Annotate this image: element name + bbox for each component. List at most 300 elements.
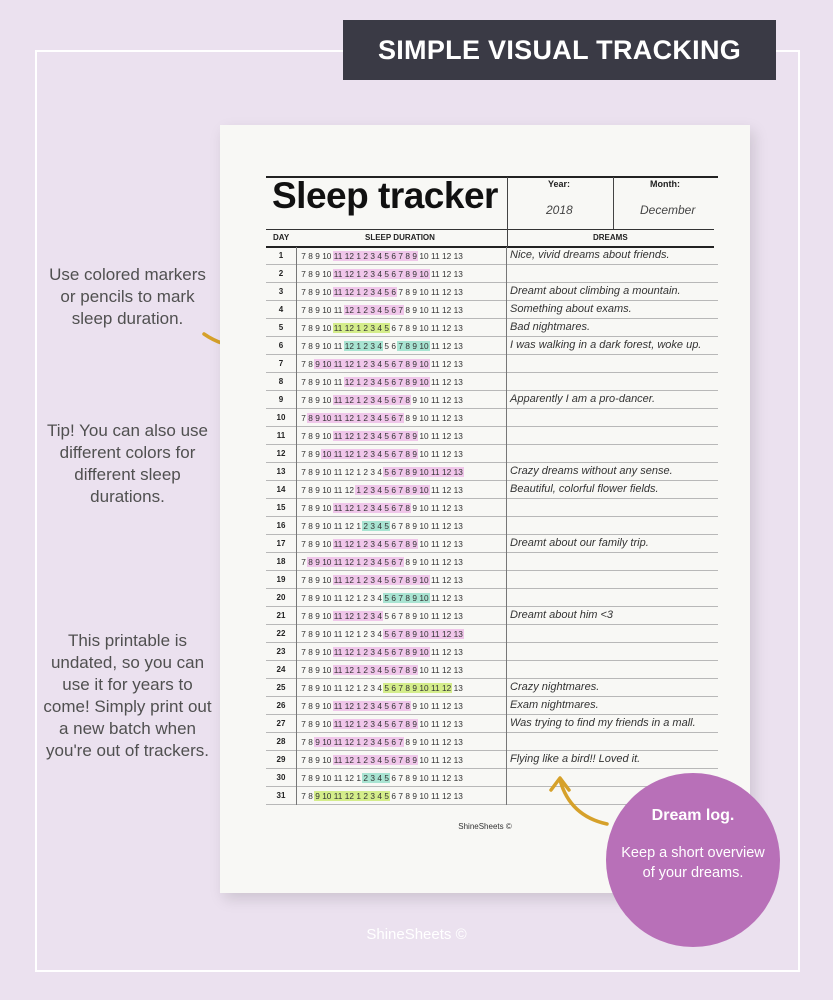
hour-cell[interactable]: 12 xyxy=(442,539,452,549)
hour-cell[interactable]: 12 xyxy=(344,503,355,513)
hour-cell[interactable]: 11 xyxy=(431,377,440,387)
hour-cell[interactable]: 10 xyxy=(419,521,429,531)
hour-cell[interactable]: 8 xyxy=(405,557,411,567)
hour-cell[interactable]: 12 xyxy=(442,377,452,387)
hour-cell[interactable]: 10 xyxy=(419,467,429,477)
hour-cell[interactable]: 10 xyxy=(322,557,332,567)
hour-cell[interactable]: 12 xyxy=(442,737,452,747)
hour-cell[interactable]: 9 xyxy=(315,647,320,657)
hour-cell[interactable]: 8 xyxy=(405,323,411,333)
hour-cell[interactable]: 9 xyxy=(315,359,320,369)
hour-cell[interactable]: 10 xyxy=(322,593,332,603)
hour-cell[interactable]: 12 xyxy=(344,323,355,333)
hour-cell[interactable]: 4 xyxy=(377,359,383,369)
hour-cell[interactable]: 11 xyxy=(431,773,440,783)
hour-cell[interactable]: 5 xyxy=(384,701,390,711)
hour-cell[interactable]: 13 xyxy=(453,341,463,351)
hour-cell[interactable]: 11 xyxy=(431,665,440,675)
hour-cell[interactable]: 9 xyxy=(315,773,320,783)
hour-cell[interactable]: 6 xyxy=(391,251,397,261)
hour-cell[interactable]: 9 xyxy=(412,323,418,333)
hour-cell[interactable]: 7 xyxy=(398,377,404,387)
hour-cell[interactable]: 7 xyxy=(398,701,404,711)
hour-cell[interactable]: 11 xyxy=(333,737,343,747)
hour-cell[interactable]: 1 xyxy=(356,647,362,657)
hour-cell[interactable]: 13 xyxy=(453,755,463,765)
hour-cell[interactable]: 12 xyxy=(344,665,355,675)
hour-cell[interactable]: 12 xyxy=(344,467,355,477)
hour-cell[interactable]: 6 xyxy=(391,287,397,297)
hour-cell[interactable]: 12 xyxy=(442,359,452,369)
hour-cell[interactable]: 3 xyxy=(370,359,376,369)
hour-cell[interactable]: 10 xyxy=(322,665,332,675)
hour-cell[interactable]: 8 xyxy=(308,557,313,567)
hour-cell[interactable]: 9 xyxy=(315,323,320,333)
hour-cell[interactable]: 7 xyxy=(301,413,306,423)
hour-cell[interactable]: 9 xyxy=(315,683,320,693)
hour-cell[interactable]: 10 xyxy=(322,683,332,693)
hour-cell[interactable]: 4 xyxy=(377,557,383,567)
hour-cell[interactable]: 9 xyxy=(315,791,320,801)
hour-cell[interactable]: 3 xyxy=(370,305,376,315)
hour-cell[interactable]: 3 xyxy=(370,773,376,783)
hour-cell[interactable]: 10 xyxy=(419,719,429,729)
hour-cell[interactable]: 12 xyxy=(442,485,452,495)
hour-cell[interactable]: 13 xyxy=(453,251,463,261)
hour-cell[interactable]: 11 xyxy=(333,773,343,783)
hour-cell[interactable]: 1 xyxy=(356,485,362,495)
hour-cell[interactable]: 4 xyxy=(377,665,383,675)
hour-cell[interactable]: 10 xyxy=(322,449,332,459)
hour-cell[interactable]: 12 xyxy=(442,341,452,351)
hour-cell[interactable]: 3 xyxy=(370,647,376,657)
hour-cell[interactable]: 3 xyxy=(370,485,376,495)
hour-cell[interactable]: 13 xyxy=(453,467,463,477)
hour-cell[interactable]: 8 xyxy=(308,701,313,711)
hour-cell[interactable]: 7 xyxy=(398,647,404,657)
hour-cell[interactable]: 5 xyxy=(384,431,390,441)
hour-cell[interactable]: 11 xyxy=(431,449,440,459)
hour-cell[interactable]: 9 xyxy=(412,287,418,297)
hour-cell[interactable]: 11 xyxy=(431,269,440,279)
hour-cell[interactable]: 10 xyxy=(419,503,429,513)
hour-cell[interactable]: 11 xyxy=(431,755,440,765)
hour-cell[interactable]: 12 xyxy=(344,251,355,261)
hour-cell[interactable]: 2 xyxy=(363,503,369,513)
hour-cell[interactable]: 8 xyxy=(405,593,411,603)
hour-cell[interactable]: 2 xyxy=(363,467,369,477)
hour-cell[interactable]: 12 xyxy=(344,305,355,315)
hour-cell[interactable]: 5 xyxy=(384,683,390,693)
hour-cell[interactable]: 6 xyxy=(391,395,397,405)
hour-cell[interactable]: 12 xyxy=(344,269,355,279)
hour-cell[interactable]: 8 xyxy=(308,359,313,369)
hour-cell[interactable]: 2 xyxy=(363,377,369,387)
hour-cell[interactable]: 12 xyxy=(442,269,452,279)
hour-cell[interactable]: 3 xyxy=(370,431,376,441)
hour-cell[interactable]: 8 xyxy=(405,341,411,351)
hour-cell[interactable]: 10 xyxy=(322,791,332,801)
hour-cell[interactable]: 9 xyxy=(412,431,418,441)
hour-cell[interactable]: 8 xyxy=(405,449,411,459)
hour-cell[interactable]: 4 xyxy=(377,701,383,711)
hour-cell[interactable]: 10 xyxy=(322,251,332,261)
hour-cell[interactable]: 8 xyxy=(405,629,411,639)
hour-cell[interactable]: 2 xyxy=(363,305,369,315)
hour-cell[interactable]: 12 xyxy=(442,395,452,405)
hour-cell[interactable]: 9 xyxy=(412,557,418,567)
hour-cell[interactable]: 1 xyxy=(356,413,362,423)
hour-cell[interactable]: 2 xyxy=(363,773,369,783)
hour-cell[interactable]: 9 xyxy=(412,503,418,513)
hour-cell[interactable]: 10 xyxy=(419,431,429,441)
hour-cell[interactable]: 2 xyxy=(363,341,369,351)
hour-cell[interactable]: 11 xyxy=(333,287,343,297)
hour-cell[interactable]: 8 xyxy=(308,467,313,477)
hour-cell[interactable]: 8 xyxy=(405,701,411,711)
hour-cell[interactable]: 11 xyxy=(333,521,343,531)
hour-cell[interactable]: 11 xyxy=(431,647,440,657)
hour-cell[interactable]: 9 xyxy=(412,305,418,315)
hour-cell[interactable]: 8 xyxy=(308,323,313,333)
hour-cell[interactable]: 5 xyxy=(384,269,390,279)
hour-cell[interactable]: 11 xyxy=(333,251,343,261)
hour-cell[interactable]: 9 xyxy=(315,539,320,549)
hour-cell[interactable]: 7 xyxy=(398,791,404,801)
hour-cell[interactable]: 10 xyxy=(322,647,332,657)
hour-cell[interactable]: 12 xyxy=(442,323,452,333)
hour-cell[interactable]: 6 xyxy=(391,503,397,513)
hour-cell[interactable]: 8 xyxy=(405,287,411,297)
hour-cell[interactable]: 8 xyxy=(405,737,411,747)
hour-cell[interactable]: 12 xyxy=(344,701,355,711)
hour-cell[interactable]: 5 xyxy=(384,611,390,621)
hour-cell[interactable]: 12 xyxy=(344,413,355,423)
hour-cell[interactable]: 4 xyxy=(377,791,383,801)
hour-cell[interactable]: 5 xyxy=(384,251,390,261)
hour-cell[interactable]: 11 xyxy=(333,719,343,729)
hour-cell[interactable]: 13 xyxy=(453,593,463,603)
hour-cell[interactable]: 2 xyxy=(363,665,369,675)
hour-cell[interactable]: 8 xyxy=(308,665,313,675)
hour-cell[interactable]: 4 xyxy=(377,647,383,657)
hour-cell[interactable]: 5 xyxy=(384,413,390,423)
hour-cell[interactable]: 11 xyxy=(333,503,343,513)
hour-cell[interactable]: 10 xyxy=(322,323,332,333)
hour-cell[interactable]: 3 xyxy=(370,251,376,261)
hour-cell[interactable]: 13 xyxy=(453,557,463,567)
hour-cell[interactable]: 13 xyxy=(453,665,463,675)
hour-cell[interactable]: 11 xyxy=(431,791,440,801)
hour-cell[interactable]: 12 xyxy=(344,521,355,531)
hour-cell[interactable]: 1 xyxy=(356,539,362,549)
hour-cell[interactable]: 6 xyxy=(391,575,397,585)
hour-cell[interactable]: 5 xyxy=(384,305,390,315)
hour-cell[interactable]: 12 xyxy=(442,701,452,711)
hour-cell[interactable]: 8 xyxy=(308,305,313,315)
hour-cell[interactable]: 7 xyxy=(301,737,306,747)
hour-cell[interactable]: 11 xyxy=(431,503,440,513)
hour-cell[interactable]: 11 xyxy=(431,305,440,315)
hour-cell[interactable]: 7 xyxy=(398,665,404,675)
hour-cell[interactable]: 12 xyxy=(344,683,355,693)
hour-cell[interactable]: 12 xyxy=(344,341,355,351)
hour-cell[interactable]: 9 xyxy=(315,287,320,297)
hour-cell[interactable]: 5 xyxy=(384,503,390,513)
hour-cell[interactable]: 9 xyxy=(315,413,320,423)
hour-cell[interactable]: 4 xyxy=(377,737,383,747)
hour-cell[interactable]: 7 xyxy=(301,503,306,513)
hour-cell[interactable]: 10 xyxy=(419,647,429,657)
hour-cell[interactable]: 10 xyxy=(322,269,332,279)
hour-cell[interactable]: 8 xyxy=(308,593,313,603)
hour-cell[interactable]: 11 xyxy=(333,341,343,351)
hour-cell[interactable]: 7 xyxy=(301,539,306,549)
hour-cell[interactable]: 13 xyxy=(453,305,463,315)
hour-cell[interactable]: 7 xyxy=(301,755,306,765)
hour-cell[interactable]: 13 xyxy=(453,791,463,801)
hour-cell[interactable]: 7 xyxy=(301,629,306,639)
hour-cell[interactable]: 6 xyxy=(391,611,397,621)
hour-cell[interactable]: 10 xyxy=(419,773,429,783)
hour-cell[interactable]: 13 xyxy=(453,359,463,369)
hour-cell[interactable]: 7 xyxy=(301,683,306,693)
hour-cell[interactable]: 2 xyxy=(363,647,369,657)
hour-cell[interactable]: 12 xyxy=(344,629,355,639)
hour-cell[interactable]: 8 xyxy=(308,449,313,459)
hour-cell[interactable]: 4 xyxy=(377,377,383,387)
hour-cell[interactable]: 12 xyxy=(344,737,355,747)
hour-cell[interactable]: 13 xyxy=(453,521,463,531)
hour-cell[interactable]: 6 xyxy=(391,341,397,351)
hour-cell[interactable]: 2 xyxy=(363,575,369,585)
hour-cell[interactable]: 8 xyxy=(308,377,313,387)
hour-cell[interactable]: 12 xyxy=(344,287,355,297)
hour-cell[interactable]: 11 xyxy=(333,539,343,549)
hour-cell[interactable]: 3 xyxy=(370,521,376,531)
hour-cell[interactable]: 4 xyxy=(377,503,383,513)
hour-cell[interactable]: 11 xyxy=(333,359,343,369)
hour-cell[interactable]: 8 xyxy=(308,503,313,513)
hour-cell[interactable]: 9 xyxy=(315,467,320,477)
hour-cell[interactable]: 10 xyxy=(322,611,332,621)
hour-cell[interactable]: 7 xyxy=(398,449,404,459)
hour-cell[interactable]: 3 xyxy=(370,287,376,297)
hour-cell[interactable]: 3 xyxy=(370,449,376,459)
hour-cell[interactable]: 4 xyxy=(377,431,383,441)
hour-cell[interactable]: 5 xyxy=(384,719,390,729)
hour-cell[interactable]: 7 xyxy=(398,593,404,603)
hour-cell[interactable]: 10 xyxy=(419,377,429,387)
hour-cell[interactable]: 8 xyxy=(405,269,411,279)
hour-cell[interactable]: 8 xyxy=(405,719,411,729)
hour-cell[interactable]: 7 xyxy=(301,593,306,603)
hour-cell[interactable]: 5 xyxy=(384,593,390,603)
hour-cell[interactable]: 12 xyxy=(344,755,355,765)
hour-cell[interactable]: 9 xyxy=(412,593,418,603)
hour-cell[interactable]: 11 xyxy=(431,701,440,711)
hour-cell[interactable]: 9 xyxy=(412,791,418,801)
hour-cell[interactable]: 7 xyxy=(301,287,306,297)
hour-cell[interactable]: 13 xyxy=(453,575,463,585)
hour-cell[interactable]: 8 xyxy=(308,611,313,621)
hour-cell[interactable]: 12 xyxy=(344,377,355,387)
hour-cell[interactable]: 13 xyxy=(453,719,463,729)
hour-cell[interactable]: 8 xyxy=(405,521,411,531)
hour-cell[interactable]: 10 xyxy=(419,359,429,369)
hour-cell[interactable]: 12 xyxy=(442,773,452,783)
hour-cell[interactable]: 12 xyxy=(344,539,355,549)
hour-cell[interactable]: 4 xyxy=(377,755,383,765)
hour-cell[interactable]: 10 xyxy=(322,629,332,639)
hour-cell[interactable]: 5 xyxy=(384,557,390,567)
hour-cell[interactable]: 3 xyxy=(370,665,376,675)
hour-cell[interactable]: 12 xyxy=(442,647,452,657)
hour-cell[interactable]: 10 xyxy=(322,305,332,315)
hour-cell[interactable]: 1 xyxy=(356,269,362,279)
hour-cell[interactable]: 8 xyxy=(308,647,313,657)
hour-cell[interactable]: 2 xyxy=(363,539,369,549)
hour-cell[interactable]: 11 xyxy=(333,665,343,675)
hour-cell[interactable]: 4 xyxy=(377,323,383,333)
hour-cell[interactable]: 12 xyxy=(442,413,452,423)
hour-cell[interactable]: 5 xyxy=(384,773,390,783)
hour-cell[interactable]: 4 xyxy=(377,539,383,549)
hour-cell[interactable]: 7 xyxy=(301,485,306,495)
hour-cell[interactable]: 12 xyxy=(344,593,355,603)
hour-cell[interactable]: 8 xyxy=(308,737,313,747)
hour-cell[interactable]: 2 xyxy=(363,737,369,747)
hour-cell[interactable]: 9 xyxy=(315,755,320,765)
hour-cell[interactable]: 6 xyxy=(391,377,397,387)
hour-cell[interactable]: 2 xyxy=(363,521,369,531)
hour-cell[interactable]: 7 xyxy=(398,413,404,423)
hour-cell[interactable]: 13 xyxy=(453,539,463,549)
hour-cell[interactable]: 10 xyxy=(419,593,429,603)
hour-cell[interactable]: 10 xyxy=(322,503,332,513)
hour-cell[interactable]: 1 xyxy=(356,557,362,567)
hour-cell[interactable]: 2 xyxy=(363,449,369,459)
hour-cell[interactable]: 3 xyxy=(370,575,376,585)
hour-cell[interactable]: 10 xyxy=(322,413,332,423)
hour-cell[interactable]: 11 xyxy=(431,683,440,693)
hour-cell[interactable]: 11 xyxy=(431,413,440,423)
hour-cell[interactable]: 10 xyxy=(322,431,332,441)
hour-cell[interactable]: 9 xyxy=(412,629,418,639)
hour-cell[interactable]: 12 xyxy=(442,665,452,675)
hour-cell[interactable]: 12 xyxy=(344,359,355,369)
hour-cell[interactable]: 9 xyxy=(412,377,418,387)
hour-cell[interactable]: 9 xyxy=(412,719,418,729)
hour-cell[interactable]: 6 xyxy=(391,539,397,549)
hour-cell[interactable]: 10 xyxy=(419,323,429,333)
hour-cell[interactable]: 6 xyxy=(391,773,397,783)
hour-cell[interactable]: 10 xyxy=(419,755,429,765)
hour-cell[interactable]: 4 xyxy=(377,773,383,783)
hour-cell[interactable]: 12 xyxy=(344,431,355,441)
hour-cell[interactable]: 2 xyxy=(363,791,369,801)
hour-cell[interactable]: 2 xyxy=(363,557,369,567)
hour-cell[interactable]: 9 xyxy=(315,557,320,567)
hour-cell[interactable]: 2 xyxy=(363,269,369,279)
hour-cell[interactable]: 2 xyxy=(363,683,369,693)
hour-cell[interactable]: 11 xyxy=(333,449,343,459)
hour-cell[interactable]: 5 xyxy=(384,323,390,333)
hour-cell[interactable]: 1 xyxy=(356,665,362,675)
hour-cell[interactable]: 7 xyxy=(301,449,306,459)
hour-cell[interactable]: 3 xyxy=(370,611,376,621)
hour-cell[interactable]: 5 xyxy=(384,629,390,639)
hour-cell[interactable]: 13 xyxy=(453,287,463,297)
hour-cell[interactable]: 7 xyxy=(398,395,404,405)
hour-cell[interactable]: 9 xyxy=(315,251,320,261)
hour-cell[interactable]: 5 xyxy=(384,755,390,765)
hour-cell[interactable]: 4 xyxy=(377,449,383,459)
hour-cell[interactable]: 12 xyxy=(442,449,452,459)
hour-cell[interactable]: 11 xyxy=(333,593,343,603)
hour-cell[interactable]: 12 xyxy=(442,575,452,585)
hour-cell[interactable]: 3 xyxy=(370,557,376,567)
hour-cell[interactable]: 13 xyxy=(453,431,463,441)
hour-cell[interactable]: 8 xyxy=(308,485,313,495)
hour-cell[interactable]: 11 xyxy=(431,467,440,477)
hour-cell[interactable]: 9 xyxy=(412,539,418,549)
hour-cell[interactable]: 10 xyxy=(322,341,332,351)
hour-cell[interactable]: 12 xyxy=(442,521,452,531)
hour-cell[interactable]: 9 xyxy=(412,737,418,747)
hour-cell[interactable]: 12 xyxy=(344,791,355,801)
hour-cell[interactable]: 10 xyxy=(419,287,429,297)
hour-cell[interactable]: 4 xyxy=(377,341,383,351)
hour-cell[interactable]: 7 xyxy=(301,395,306,405)
hour-cell[interactable]: 8 xyxy=(308,791,313,801)
hour-cell[interactable]: 7 xyxy=(398,629,404,639)
hour-cell[interactable]: 4 xyxy=(377,305,383,315)
hour-cell[interactable]: 10 xyxy=(322,755,332,765)
hour-cell[interactable]: 11 xyxy=(431,287,440,297)
hour-cell[interactable]: 5 xyxy=(384,647,390,657)
hour-cell[interactable]: 13 xyxy=(453,701,463,711)
hour-cell[interactable]: 11 xyxy=(333,611,343,621)
hour-cell[interactable]: 9 xyxy=(315,665,320,675)
hour-cell[interactable]: 13 xyxy=(453,629,463,639)
hour-cell[interactable]: 12 xyxy=(344,485,355,495)
hour-cell[interactable]: 9 xyxy=(412,611,418,621)
hour-cell[interactable]: 10 xyxy=(322,467,332,477)
hour-cell[interactable]: 7 xyxy=(398,737,404,747)
hour-cell[interactable]: 12 xyxy=(442,431,452,441)
hour-cell[interactable]: 13 xyxy=(453,773,463,783)
hour-cell[interactable]: 6 xyxy=(391,269,397,279)
hour-cell[interactable]: 5 xyxy=(384,539,390,549)
hour-cell[interactable]: 12 xyxy=(344,773,355,783)
hour-cell[interactable]: 9 xyxy=(412,575,418,585)
hour-cell[interactable]: 8 xyxy=(405,467,411,477)
hour-cell[interactable]: 6 xyxy=(391,665,397,675)
hour-cell[interactable]: 6 xyxy=(391,431,397,441)
hour-cell[interactable]: 11 xyxy=(333,413,343,423)
hour-cell[interactable]: 13 xyxy=(453,503,463,513)
hour-cell[interactable]: 12 xyxy=(442,611,452,621)
hour-cell[interactable]: 13 xyxy=(453,611,463,621)
hour-cell[interactable]: 5 xyxy=(384,449,390,459)
hour-cell[interactable]: 1 xyxy=(356,395,362,405)
hour-cell[interactable]: 4 xyxy=(377,485,383,495)
hour-cell[interactable]: 11 xyxy=(333,377,343,387)
hour-cell[interactable]: 11 xyxy=(431,557,440,567)
hour-cell[interactable]: 7 xyxy=(398,503,404,513)
hour-cell[interactable]: 8 xyxy=(405,413,411,423)
